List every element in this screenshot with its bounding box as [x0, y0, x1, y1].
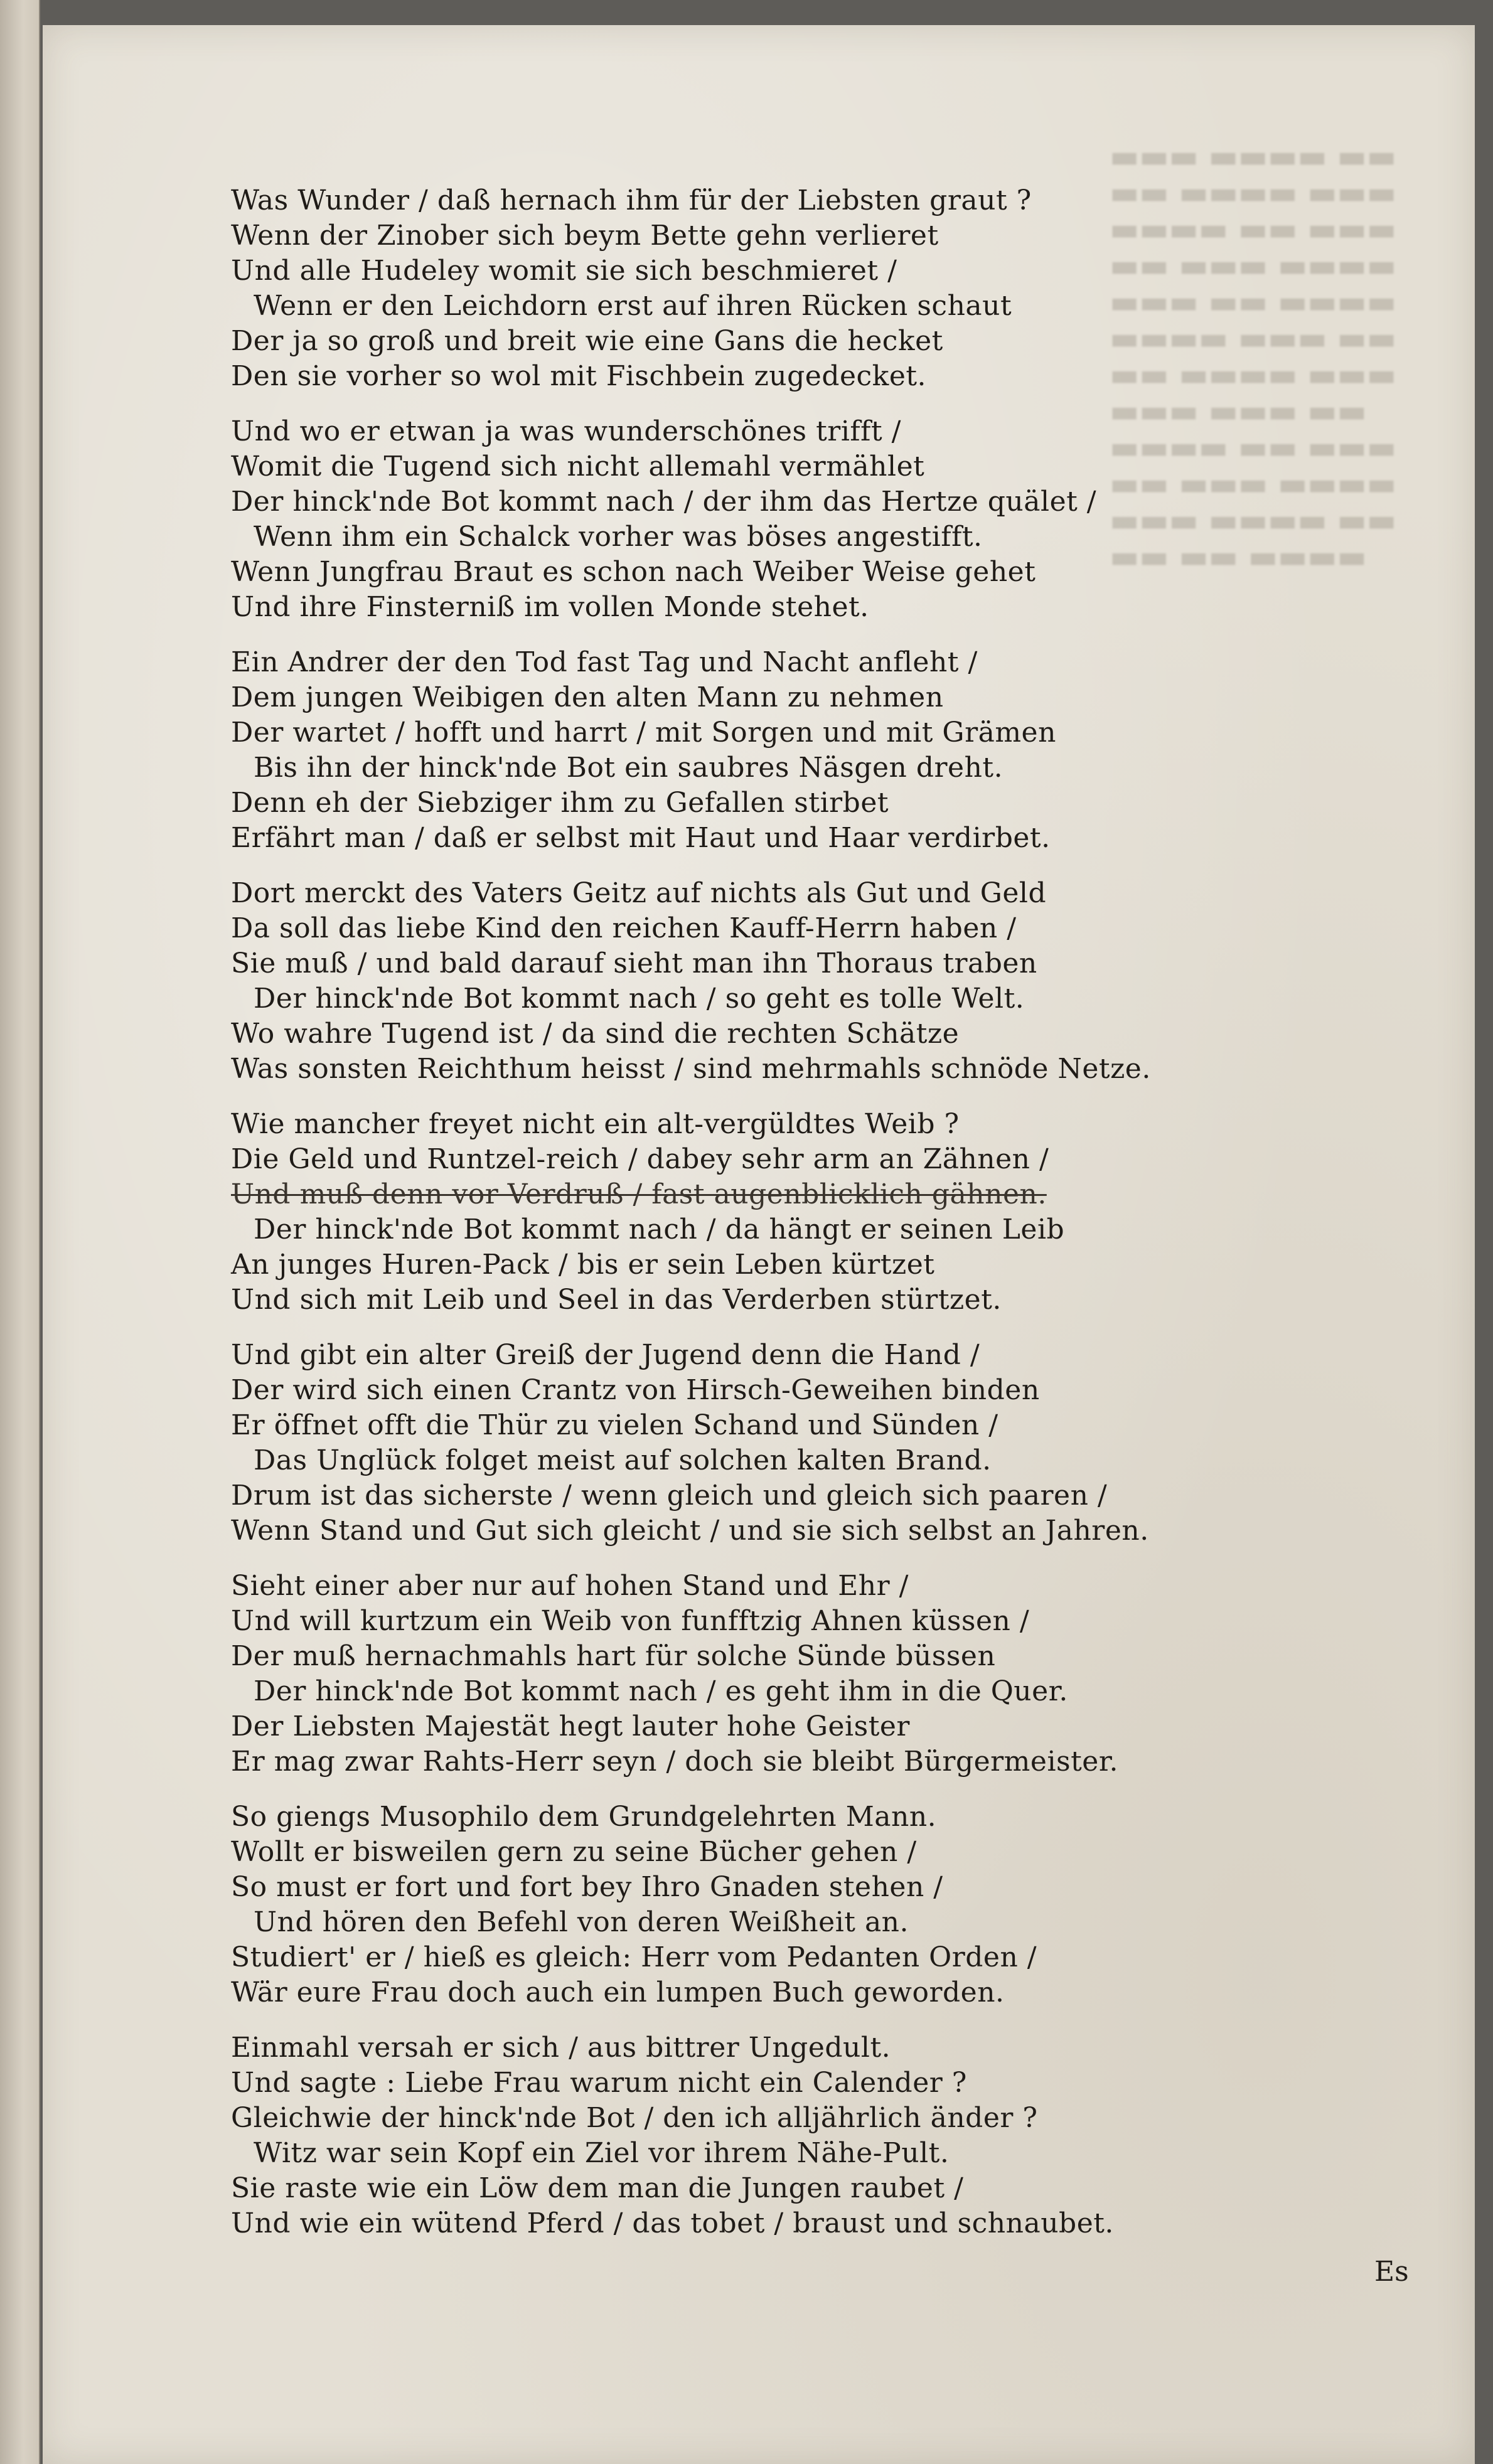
verse-line: Dem jungen Weibigen den alten Mann zu nehmen — [231, 681, 944, 713]
verse-line: Denn eh der Siebziger ihm zu Gefallen stirbet — [231, 787, 889, 819]
verse-line: Wenn ihm ein Schalck vorher was böses angestifft. — [254, 521, 983, 553]
verse-line: Er mag zwar Rahts-Herr seyn / doch sie bleibt Bürgermeister. — [231, 1746, 1119, 1778]
catchword: Es — [1374, 2256, 1409, 2288]
verse-line: Dort merckt des Vaters Geitz auf nichts als Gut und Geld — [231, 877, 1047, 909]
verse-line: Und ihre Finsterniß im vollen Monde stehet. — [231, 591, 869, 623]
verse-line: Der hinck'nde Bot kommt nach / der ihm das Hertze quälet / — [231, 486, 1097, 518]
verse-line: Wie mancher freyet nicht ein alt-vergüldtes Weib ? — [231, 1108, 960, 1140]
struck-verse-line: Und muß denn vor Verdruß / fast augenblicklich gähnen. — [231, 1178, 1047, 1210]
verse-line: Sie raste wie ein Löw dem man die Jungen raubet / — [231, 2172, 964, 2204]
stanza — [231, 183, 1160, 394]
verse-line: Der Liebsten Majestät hegt lauter hohe Geister — [231, 1710, 910, 1742]
verse-line: So must er fort und fort bey Ihro Gnaden stehen / — [231, 1871, 943, 1903]
verse-line: Der ja so groß und breit wie eine Gans die hecket — [231, 325, 943, 357]
stanza — [231, 1800, 1160, 2010]
verse-line: An junges Huren-Pack / bis er sein Leben kürtzet — [231, 1249, 935, 1281]
verse-line: Er öffnet offt die Thür zu vielen Schand und Sünden / — [231, 1409, 998, 1441]
verse-line: Wär eure Frau doch auch ein lumpen Buch geworden. — [231, 1976, 1005, 2008]
book-page — [43, 25, 1475, 2464]
verse-line: Ein Andrer der den Tod fast Tag und Nacht anfleht / — [231, 646, 978, 678]
verse-line: Sieht einer aber nur auf hohen Stand und Ehr / — [231, 1570, 909, 1602]
verse-line: Gleichwie der hinck'nde Bot / den ich alljährlich änder ? — [231, 2102, 1038, 2134]
stanza — [231, 2030, 1160, 2241]
verse-line: Studiert' er / hieß es gleich: Herr vom Pedanten Orden / — [231, 1941, 1037, 1973]
verse-line: Womit die Tugend sich nicht allemahl vermählet — [231, 451, 925, 483]
verse-line: Und gibt ein alter Greiß der Jugend denn die Hand / — [231, 1339, 980, 1371]
verse-line: Der muß hernachmahls hart für solche Sünde büssen — [231, 1640, 996, 1672]
verse-line: Erfährt man / daß er selbst mit Haut und Haar verdirbet. — [231, 822, 1051, 854]
verse-line: Wo wahre Tugend ist / da sind die rechten Schätze — [231, 1018, 960, 1050]
verse-line: Der wartet / hofft und harrt / mit Sorgen und mit Grämen — [231, 717, 1056, 749]
verse-line: Der wird sich einen Crantz von Hirsch-Geweihen binden — [231, 1374, 1040, 1406]
verse-line: Der hinck'nde Bot kommt nach / da hängt er seinen Leib — [254, 1213, 1065, 1245]
show-through-text: ▬▬▬ ▬▬▬▬ ▬▬ ▬▬ ▬▬▬▬ ▬▬▬ ▬▬▬▬ ▬▬ ▬▬▬ ▬▬ ▬▬▬ ▬▬▬▬ ▬▬▬ ▬▬ ▬▬▬▬ ▬▬▬▬ ▬▬▬ ▬▬ ▬▬ ▬▬▬▬ ▬▬▬ ▬▬▬ ▬▬▬ ▬▬ ▬▬▬▬ ▬▬ ▬▬▬ ▬▬ ▬▬▬ ▬▬▬▬ ▬▬▬ ▬▬▬▬ ▬▬ ▬▬ ▬▬ ▬▬▬▬ — [1110, 138, 1396, 575]
verse-line: Bis ihn der hinck'nde Bot ein saubres Näsgen dreht. — [254, 752, 1003, 784]
verse-line: Und sagte : Liebe Frau warum nicht ein Calender ? — [231, 2067, 967, 2099]
verse-line: Witz war sein Kopf ein Ziel vor ihrem Nähe-Pult. — [254, 2137, 950, 2169]
verse-line: Das Unglück folget meist auf solchen kalten Brand. — [254, 1444, 992, 1476]
verse-line: Wenn der Zinober sich beym Bette gehn verlieret — [231, 220, 939, 252]
verse-line: Und will kurtzum ein Weib von funfftzig Ahnen küssen / — [231, 1605, 1030, 1637]
stanza — [231, 1107, 1160, 1318]
verse-line: Wenn Jungfrau Braut es schon nach Weiber Weise gehet — [231, 556, 1036, 588]
verse-line: Und hören den Befehl von deren Weißheit an. — [254, 1906, 909, 1938]
verse-line: Der hinck'nde Bot kommt nach / so geht es tolle Welt. — [254, 983, 1025, 1015]
verse-line: Der hinck'nde Bot kommt nach / es geht ihm in die Quer. — [254, 1675, 1068, 1707]
stanza — [231, 645, 1160, 856]
verse-line: Einmahl versah er sich / aus bittrer Ungedult. — [231, 2032, 891, 2064]
verse-line: Sie muß / und bald darauf sieht man ihn Thoraus traben — [231, 947, 1037, 979]
verse-line: Und sich mit Leib und Seel in das Verderben stürtzet. — [231, 1284, 1002, 1316]
stanza — [231, 414, 1160, 625]
verse-line: Und alle Hudeley womit sie sich beschmieret / — [231, 255, 897, 287]
verse-line: So giengs Musophilo dem Grundgelehrten Mann. — [231, 1801, 937, 1833]
facing-page-edge — [0, 0, 40, 2464]
verse-line: Und wo er etwan ja was wunderschönes trifft / — [231, 415, 901, 447]
verse-line: Und wie ein wütend Pferd / das tobet / braust und schnaubet. — [231, 2207, 1114, 2239]
verse-line: Die Geld und Runtzel-reich / dabey sehr arm an Zähnen / — [231, 1143, 1049, 1175]
verse-line: Was Wunder / daß hernach ihm für der Liebsten graut ? — [231, 184, 1032, 216]
verse-line: Den sie vorher so wol mit Fischbein zugedecket. — [231, 360, 927, 392]
stanza — [231, 1569, 1160, 1779]
poem-text — [231, 183, 1160, 2261]
verse-line: Was sonsten Reichthum heisst / sind mehrmahls schnöde Netze. — [231, 1053, 1151, 1085]
verse-line: Da soll das liebe Kind den reichen Kauff-Herrn haben / — [231, 912, 1017, 944]
verse-line: Wenn er den Leichdorn erst auf ihren Rücken schaut — [254, 290, 1012, 322]
stanza — [231, 876, 1160, 1087]
verse-line: Wenn Stand und Gut sich gleicht / und sie sich selbst an Jahren. — [231, 1515, 1149, 1547]
verse-line: Drum ist das sicherste / wenn gleich und gleich sich paaren / — [231, 1480, 1108, 1512]
stanza — [231, 1338, 1160, 1549]
verse-line: Wollt er bisweilen gern zu seine Bücher gehen / — [231, 1836, 917, 1868]
